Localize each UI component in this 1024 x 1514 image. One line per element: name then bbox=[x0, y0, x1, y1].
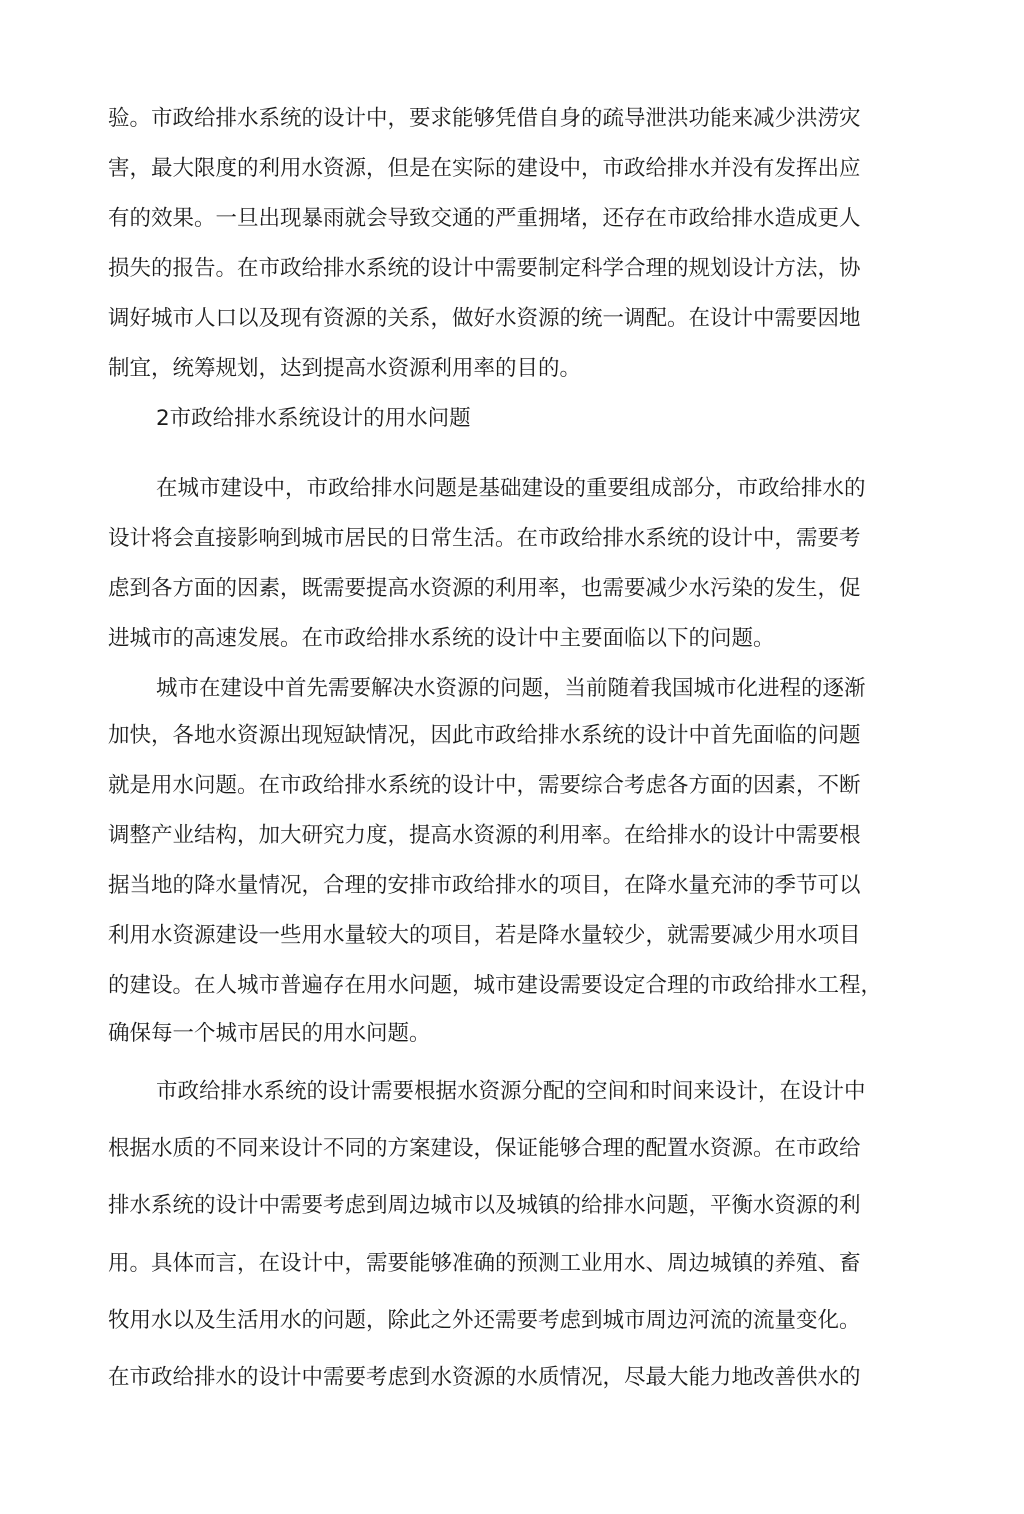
text-line: 验。市政给排水系统的设计中，要求能够凭借自身的疏导泄洪功能来减少洪涝灾 bbox=[108, 106, 861, 131]
text-line: 设计将会直接影响到城市居民的日常生活。在市政给排水系统的设计中，需要考 bbox=[108, 526, 861, 551]
text-line: 制宜，统筹规划，达到提高水资源利用率的目的。 bbox=[108, 356, 582, 381]
text-line: 利用水资源建设一些用水量较大的项目，若是降水量较少，就需要减少用水项目 bbox=[108, 923, 861, 948]
text-line: 进城市的高速发展。在市政给排水系统的设计中主要面临以下的问题。 bbox=[108, 626, 775, 651]
text-line: 排水系统的设计中需要考虑到周边城市以及城镇的给排水问题，平衡水资源的利 bbox=[108, 1193, 861, 1218]
text-line: 有的效果。一旦出现暴雨就会导致交通的严重拥堵，还存在市政给排水造成更人 bbox=[108, 206, 861, 231]
text-line: 城市在建设中首先需要解决水资源的问题，当前随着我国城市化进程的逐渐 bbox=[156, 676, 866, 701]
text-line: 虑到各方面的因素，既需要提高水资源的利用率，也需要减少水污染的发生，促 bbox=[108, 576, 861, 601]
text-line: 确保每一个城市居民的用水问题。 bbox=[108, 1021, 431, 1046]
text-line: 牧用水以及生活用水的问题，除此之外还需要考虑到城市周边河流的流量变化。 bbox=[108, 1308, 861, 1333]
text-line: 用。具体而言，在设计中，需要能够准确的预测工业用水、周边城镇的养殖、畜 bbox=[108, 1251, 861, 1276]
text-line: 在城市建设中，市政给排水问题是基础建设的重要组成部分，市政给排水的 bbox=[156, 476, 866, 501]
text-line: 加快，各地水资源出现短缺情况，因此市政给排水系统的设计中首先面临的问题 bbox=[108, 723, 861, 748]
text-line: 市政给排水系统的设计需要根据水资源分配的空间和时间来设计，在设计中 bbox=[156, 1079, 866, 1104]
text-line: 根据水质的不同来设计不同的方案建设，保证能够合理的配置水资源。在市政给 bbox=[108, 1136, 861, 1161]
text-line: 损失的报告。在市政给排水系统的设计中需要制定科学合理的规划设计方法，协 bbox=[108, 256, 861, 281]
text-line: 的建设。在人城市普遍存在用水问题，城市建设需要设定合理的市政给排水工程， bbox=[108, 973, 883, 998]
text-line: 就是用水问题。在市政给排水系统的设计中，需要综合考虑各方面的因素，不断 bbox=[108, 773, 861, 798]
text-line: 在市政给排水的设计中需要考虑到水资源的水质情况，尽最大能力地改善供水的 bbox=[108, 1365, 861, 1390]
text-line: 害，最大限度的利用水资源，但是在实际的建设中，市政给排水并没有发挥出应 bbox=[108, 156, 861, 181]
text-line: 据当地的降水量情况，合理的安排市政给排水的项目，在降水量充沛的季节可以 bbox=[108, 873, 861, 898]
section-heading: 2市政给排水系统设计的用水问题 bbox=[156, 406, 471, 431]
text-line: 调整产业结构，加大研究力度，提高水资源的利用率。在给排水的设计中需要根 bbox=[108, 823, 861, 848]
text-line: 调好城市人口以及现有资源的关系，做好水资源的统一调配。在设计中需要因地 bbox=[108, 306, 861, 331]
